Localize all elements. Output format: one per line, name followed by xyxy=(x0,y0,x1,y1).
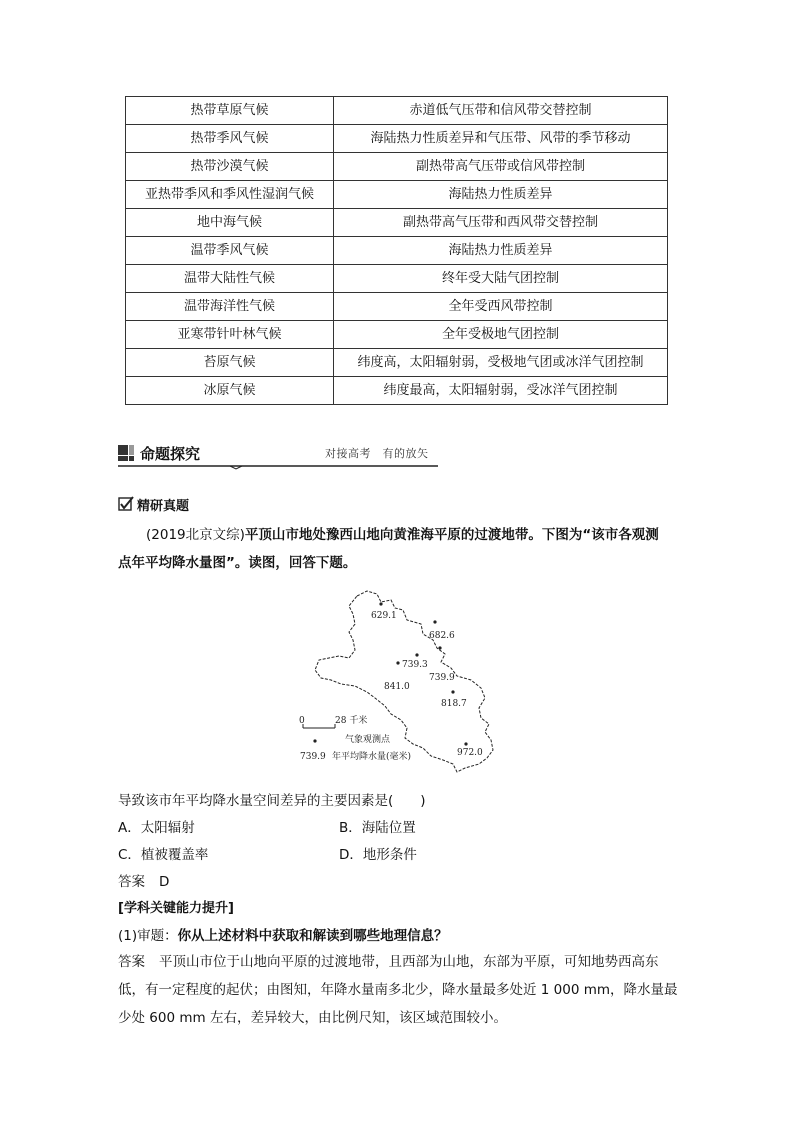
section-square-icon xyxy=(118,445,134,461)
question-stem-cont xyxy=(118,549,678,577)
table-row xyxy=(126,209,668,237)
station-dot xyxy=(379,602,382,605)
station-dot xyxy=(464,742,467,745)
key-ability-heading: [学科关键能力提升] xyxy=(118,901,234,916)
question-prompt: 导致该市年平均降水量空间差异的主要因素是( ) xyxy=(118,793,426,809)
legend-value-label: 年平均降水量(毫米) xyxy=(332,752,412,762)
section-divider xyxy=(118,464,438,470)
table-row xyxy=(126,237,668,265)
climate-cause-cell: 全年受极地气团控制 xyxy=(334,321,668,349)
legend-dot xyxy=(313,739,316,742)
section-subtitle: 对接高考 有的放矢 xyxy=(325,447,429,460)
question-stem xyxy=(118,521,678,549)
climate-type-cell: 亚寒带针叶林气候 xyxy=(126,321,334,349)
option-c: C．植被覆盖率 xyxy=(118,847,209,863)
table-row xyxy=(126,125,668,153)
answer-label: 答案 xyxy=(118,874,145,890)
q1-text: 你从上述材料中获取和解读到哪些地理信息？ xyxy=(177,928,448,944)
question-source: (2019北京文综) xyxy=(146,527,245,543)
table-row xyxy=(126,265,668,293)
table-row xyxy=(126,293,668,321)
climate-type-cell: 地中海气候 xyxy=(126,209,334,237)
key-ability-q1 xyxy=(118,924,448,944)
question-stem-bold-2: 点年平均降水量图”。读图，回答下题。 xyxy=(118,555,357,571)
climate-type-cell: 热带季风气候 xyxy=(126,125,334,153)
station-value: 629.1 xyxy=(371,611,397,621)
option-b: B．海陆位置 xyxy=(339,820,416,836)
climate-cause-cell: 副热带高气压带和西风带交替控制 xyxy=(334,209,668,237)
section-title: 命题探究 xyxy=(140,445,201,463)
table-row xyxy=(126,181,668,209)
climate-type-cell: 苔原气候 xyxy=(126,349,334,377)
station-value: 682.6 xyxy=(429,631,455,641)
climate-cause-cell: 海陆热力性质差异 xyxy=(334,237,668,265)
legend-station-label: 气象观测点 xyxy=(345,735,391,745)
question-stem-bold: 平顶山市地处豫西山地向黄淮海平原的过渡地带。下图为“该市各观测 xyxy=(244,527,659,543)
key-answer-label: 答案 xyxy=(118,954,145,970)
option-d: D．地形条件 xyxy=(339,847,417,863)
climate-cause-cell: 海陆热力性质差异和气压带、风带的季节移动 xyxy=(334,125,668,153)
answer-line xyxy=(118,870,169,890)
q1-prefix: (1)审题： xyxy=(118,928,178,944)
climate-type-cell: 温带季风气候 xyxy=(126,237,334,265)
precipitation-map xyxy=(295,588,505,778)
climate-cause-cell: 纬度高，太阳辐射弱，受极地气团或冰洋气团控制 xyxy=(334,349,668,377)
climate-table xyxy=(125,96,668,405)
station-dot xyxy=(438,646,441,649)
station-dot xyxy=(433,620,436,623)
climate-cause-cell: 海陆热力性质差异 xyxy=(334,181,668,209)
climate-type-cell: 亚热带季风和季风性湿润气候 xyxy=(126,181,334,209)
climate-cause-cell: 副热带高气压带或信风带控制 xyxy=(334,153,668,181)
option-a: A．太阳辐射 xyxy=(118,820,195,836)
checkbox-check-icon xyxy=(118,496,134,512)
climate-type-cell: 热带草原气候 xyxy=(126,97,334,125)
climate-type-cell: 温带海洋性气候 xyxy=(126,293,334,321)
climate-cause-cell: 纬度最高，太阳辐射弱，受冰洋气团控制 xyxy=(334,377,668,405)
key-answer-text-1: 平顶山市位于山地向平原的过渡地带，且西部为山地，东部为平原，可知地势西高东 xyxy=(159,954,659,970)
climate-cause-cell: 全年受西风带控制 xyxy=(334,293,668,321)
climate-cause-cell: 终年受大陆气团控制 xyxy=(334,265,668,293)
station-dot xyxy=(415,653,418,656)
climate-type-cell: 冰原气候 xyxy=(126,377,334,405)
climate-type-cell: 温带大陆性气候 xyxy=(126,265,334,293)
legend-value: 739.9 xyxy=(300,752,326,762)
key-answer-line-1 xyxy=(118,950,659,970)
station-value: 841.0 xyxy=(384,682,410,692)
climate-type-cell: 热带沙漠气候 xyxy=(126,153,334,181)
table-row xyxy=(126,321,668,349)
table-row xyxy=(126,97,668,125)
scale-zero: 0 xyxy=(299,716,305,726)
answer-value: D xyxy=(159,874,170,890)
table-row xyxy=(126,153,668,181)
station-dot xyxy=(396,661,399,664)
station-value: 739.9 xyxy=(429,673,455,683)
climate-cause-cell: 赤道低气压带和信风带交替控制 xyxy=(334,97,668,125)
key-answer-line-2: 低，有一定程度的起伏；由图知，年降水量南多北少，降水量最多处近 1 000 mm，降水量最 xyxy=(118,982,678,998)
section-header xyxy=(118,443,438,467)
station-value: 818.7 xyxy=(441,699,467,709)
station-value: 972.0 xyxy=(457,748,483,758)
subhead-title: 精研真题 xyxy=(137,499,190,514)
station-dot xyxy=(451,690,454,693)
station-value: 739.3 xyxy=(402,660,428,670)
scale-label: 28 千米 xyxy=(335,716,368,726)
table-row xyxy=(126,377,668,405)
table-row xyxy=(126,349,668,377)
key-answer-line-3: 少处 600 mm 左右，差异较大，由比例尺知，该区域范围较小。 xyxy=(118,1010,507,1026)
